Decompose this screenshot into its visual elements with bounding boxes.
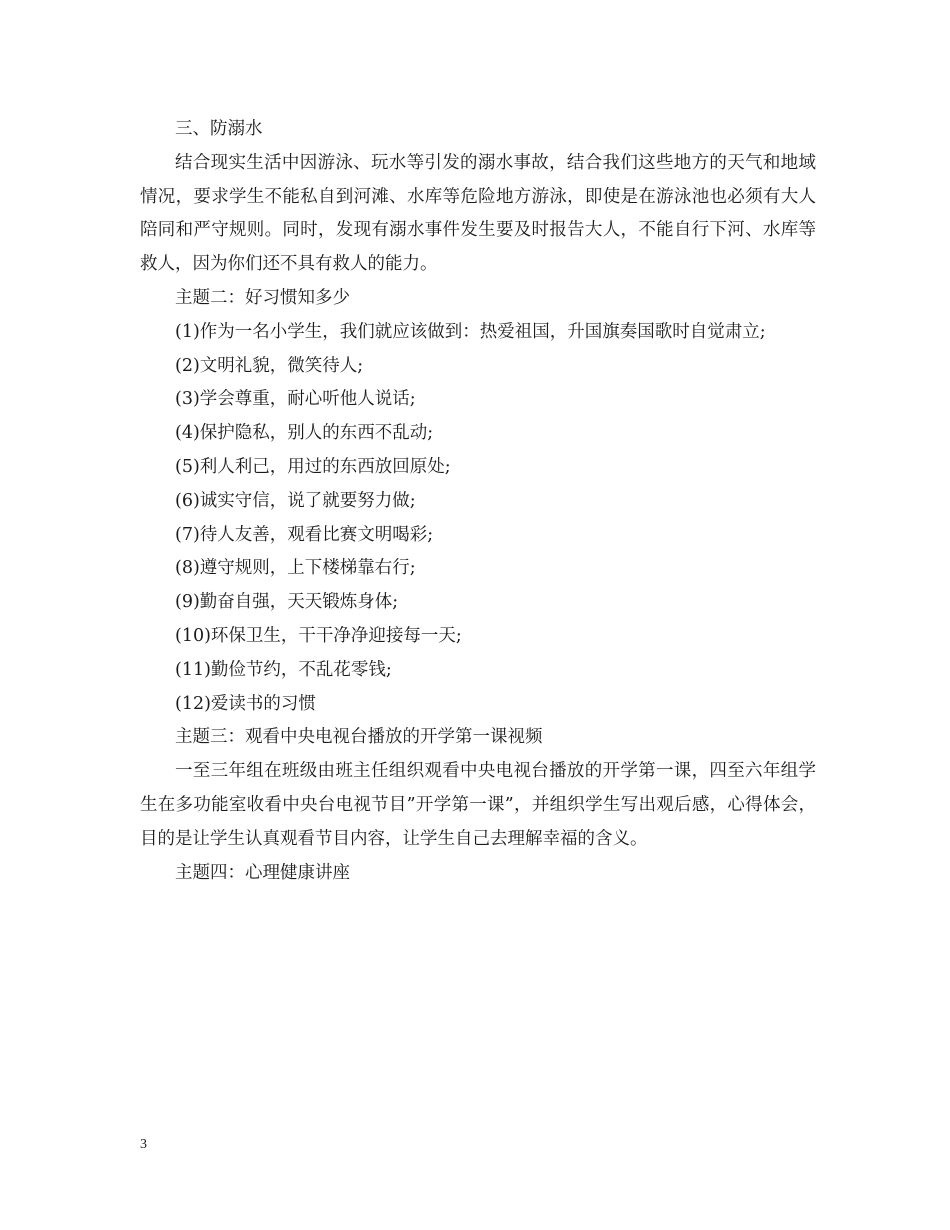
section-heading-drowning: 三、防溺水 bbox=[175, 119, 263, 139]
list-item: (6)诚实守信，说了就要努力做; bbox=[175, 490, 416, 511]
theme2-heading: 主题二：好习惯知多少 bbox=[175, 287, 350, 308]
list-item: (2)文明礼貌，微笑待人; bbox=[175, 355, 364, 376]
list-item: (10)环保卫生，干干净净迎接每一天; bbox=[175, 625, 462, 646]
list-item: (3)学会尊重，耐心听他人说话; bbox=[175, 389, 416, 410]
list-item: (12)爱读书的习惯 bbox=[175, 693, 316, 714]
list-item: (1)作为一名小学生，我们就应该做到：热爱祖国，升国旗奏国歌时自觉肃立; bbox=[175, 321, 766, 342]
page-number: 3 bbox=[140, 1137, 147, 1152]
list-item: (11)勤俭节约，不乱花零钱; bbox=[175, 659, 392, 680]
list-item: (5)利人利己，用过的东西放回原处; bbox=[175, 456, 451, 477]
document-body bbox=[140, 113, 816, 890]
list-item: (9)勤奋自强，天天锻炼身体; bbox=[175, 592, 399, 613]
list-item: (7)待人友善，观看比赛文明喝彩; bbox=[175, 524, 434, 545]
theme3-heading: 主题三：观看中央电视台播放的开学第一课视频 bbox=[175, 727, 543, 748]
paragraph-theme3: 一至三年组在班级由班主任组织观看中央电视台播放的开学第一课，四至六年组学生在多功能室收看中央台电视节目”开学第一课”，并组织学生写出观后感，心得体会，目的是让学生认真观看节目内容，让学生自己去理解幸福的含义。 bbox=[140, 761, 816, 849]
list-item: (8)遵守规则，上下楼梯靠右行; bbox=[175, 558, 416, 579]
list-item: (4)保护隐私，别人的东西不乱动; bbox=[175, 423, 434, 444]
paragraph-drowning: 结合现实生活中因游泳、玩水等引发的溺水事故，结合我们这些地方的天气和地域情况，要求学生不能私自到河滩、水库等危险地方游泳，即使是在游泳池也必须有大人陪同和严守规则。同时，发现有溺水事件发生要及时报告大人，不能自行下河、水库等救人，因为你们还不具有救人的能力。 bbox=[140, 152, 816, 275]
theme4-heading: 主题四：心理健康讲座 bbox=[175, 862, 350, 883]
